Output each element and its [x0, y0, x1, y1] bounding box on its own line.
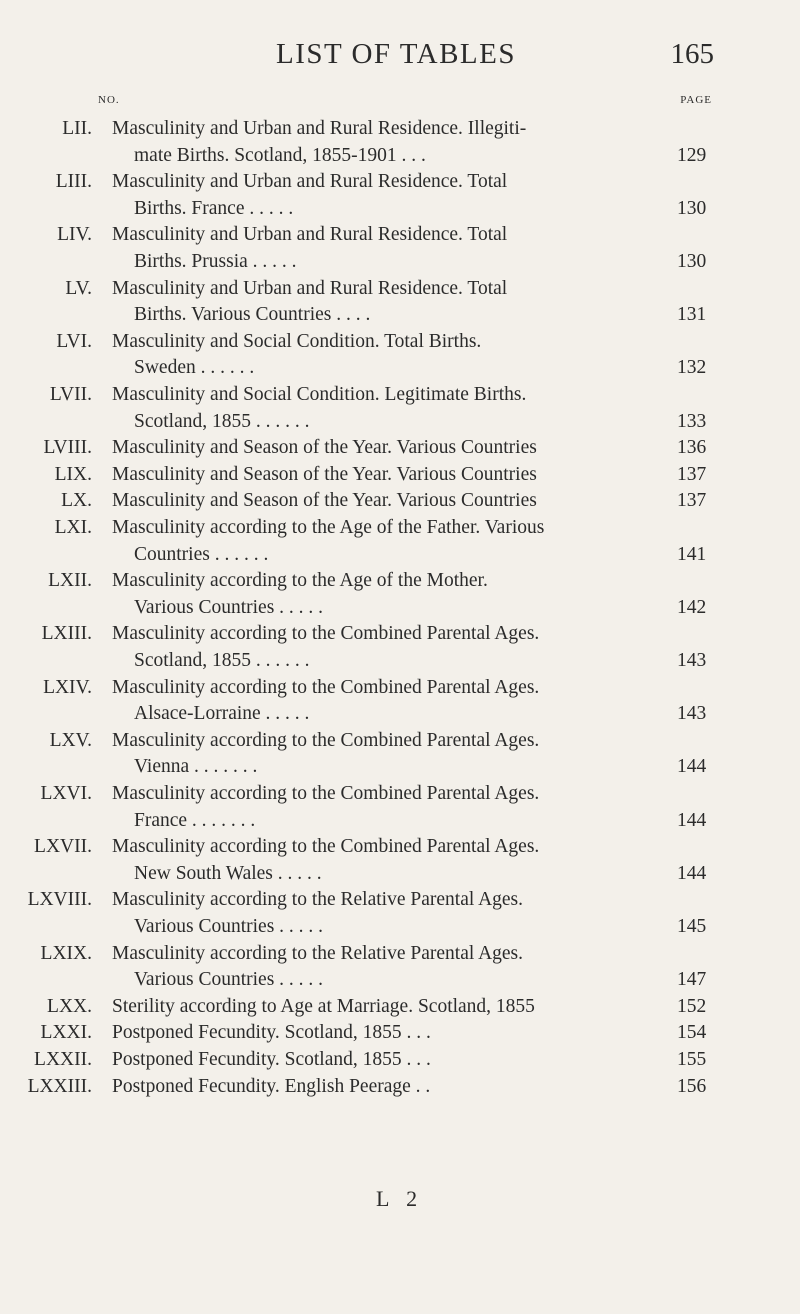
table-entry — [0, 1074, 800, 1101]
table-entry — [0, 276, 800, 329]
table-title — [112, 781, 670, 834]
table-number: LX. — [61, 490, 92, 512]
table-title-line: Masculinity and Social Condition. Legitimate Births. — [112, 384, 527, 405]
table-number: LXII. — [48, 570, 92, 592]
table-entry — [0, 435, 800, 462]
table-title-line: Postponed Fecundity. English Peerage . . — [112, 1075, 431, 1097]
table-entry — [0, 462, 800, 489]
table-page: 154 — [677, 1022, 707, 1044]
table-entry — [0, 728, 800, 781]
table-title-line: Masculinity according to the Age of the Mother. — [112, 570, 488, 592]
table-title-line: Scotland, 1855 . . . . . . — [134, 410, 310, 432]
table-page: 156 — [677, 1075, 707, 1097]
table-title-line: Masculinity according to the Combined Parental Ages. — [112, 729, 540, 751]
table-title-line: Masculinity according to the Combined Parental Ages. — [112, 836, 540, 858]
table-title-line: Scotland, 1855 . . . . . . — [134, 649, 310, 671]
table-number: LXIII. — [41, 623, 92, 645]
table-entry — [0, 169, 800, 222]
table-page: 144 — [677, 862, 707, 884]
table-number: LIX. — [54, 463, 92, 485]
table-page: 143 — [677, 649, 707, 671]
signature-mark: L 2 — [376, 1186, 424, 1211]
table-title — [112, 568, 670, 621]
table-page: 142 — [677, 596, 707, 618]
table-title-line: Alsace-Lorraine . . . . . — [134, 703, 310, 725]
table-entry — [0, 222, 800, 275]
table-number: LXXI. — [40, 1022, 92, 1044]
table-page: 144 — [677, 756, 707, 778]
column-heading-no: NO. — [98, 94, 120, 106]
table-title — [112, 382, 670, 435]
table-title-line: Masculinity and Season of the Year. Various Countries — [112, 463, 537, 485]
table-page: 130 — [677, 250, 707, 272]
table-title — [112, 1020, 670, 1047]
table-title — [112, 1074, 670, 1101]
table-title — [112, 116, 670, 169]
table-number: LXI. — [54, 517, 92, 538]
table-title — [112, 1047, 670, 1074]
table-number: LII. — [62, 118, 92, 139]
table-entry — [0, 1047, 800, 1074]
table-page: 143 — [677, 703, 707, 725]
table-number: LV. — [65, 277, 92, 299]
table-title-line: Sterility according to Age at Marriage. Scotland, 1855 — [112, 995, 535, 1017]
table-entry — [0, 329, 800, 382]
table-title — [112, 462, 670, 489]
table-title — [112, 994, 670, 1021]
table-title — [112, 488, 670, 515]
table-title-line: Masculinity according to the Relative Parental Ages. — [112, 889, 524, 911]
table-page: 133 — [677, 410, 707, 432]
table-number: LXXIII. — [27, 1075, 92, 1097]
table-entry — [0, 621, 800, 674]
table-title-line: Masculinity according to the Combined Parental Ages. — [112, 623, 540, 645]
table-number: LVII. — [49, 384, 92, 405]
table-title-line: Masculinity and Urban and Rural Residence. Total — [112, 224, 508, 246]
table-title-line: Masculinity and Urban and Rural Residence. Total — [112, 171, 508, 193]
table-entry — [0, 834, 800, 887]
table-title — [112, 276, 670, 329]
table-number: LXX. — [47, 995, 92, 1017]
table-page: 131 — [677, 304, 707, 326]
table-title-line: mate Births. Scotland, 1855-1901 . . . — [134, 144, 426, 166]
table-entry — [0, 382, 800, 435]
table-page: 130 — [677, 197, 707, 219]
table-number: LXV. — [49, 729, 92, 751]
table-number: LXIV. — [43, 676, 92, 698]
table-page: 155 — [677, 1049, 707, 1070]
table-page: 136 — [677, 437, 707, 459]
page-header — [96, 38, 714, 78]
table-title-line: Masculinity according to the Relative Parental Ages. — [112, 942, 524, 964]
table-title-line: New South Wales . . . . . — [134, 862, 322, 884]
table-title-line: Postponed Fecundity. Scotland, 1855 . . . — [112, 1022, 431, 1044]
table-number: LVI. — [56, 330, 92, 352]
table-title — [112, 435, 670, 462]
table-title-line: Masculinity according to the Combined Parental Ages. — [112, 676, 540, 698]
table-title-line: Various Countries . . . . . — [134, 915, 324, 937]
table-number: LXVI. — [40, 783, 92, 804]
table-page: 144 — [677, 809, 707, 831]
table-number: LXXII. — [34, 1049, 92, 1070]
table-entry — [0, 675, 800, 728]
table-title-line: Births. France . . . . . — [134, 197, 294, 219]
table-entry — [0, 568, 800, 621]
table-page: 141 — [677, 543, 707, 565]
table-entry — [0, 515, 800, 568]
table-page: 137 — [677, 490, 707, 512]
table-entry — [0, 488, 800, 515]
table-entry — [0, 781, 800, 834]
table-page: 129 — [677, 144, 707, 166]
table-title — [112, 941, 670, 994]
table-title-line: France . . . . . . . — [134, 809, 256, 831]
table-title — [112, 728, 670, 781]
table-title-line: Masculinity and Season of the Year. Various Countries — [112, 490, 537, 512]
table-title-line: Masculinity and Urban and Rural Residence. Illegiti- — [112, 118, 527, 139]
table-title — [112, 621, 670, 674]
table-page: 137 — [677, 463, 707, 485]
table-number: LIV. — [57, 224, 92, 246]
table-entry — [0, 887, 800, 940]
table-title — [112, 675, 670, 728]
table-title-line: Postponed Fecundity. Scotland, 1855 . . . — [112, 1049, 431, 1070]
table-title-line: Masculinity according to the Age of the Father. Various — [112, 517, 545, 538]
table-number: LIII. — [55, 171, 92, 193]
table-entry — [0, 941, 800, 994]
table-title-line: Masculinity and Urban and Rural Residence. Total — [112, 277, 508, 299]
page-number: 165 — [670, 38, 714, 70]
table-number: LXVIII. — [27, 889, 92, 911]
table-title-line: Sweden . . . . . . — [134, 357, 255, 379]
table-number: LVIII. — [43, 437, 92, 459]
table-title-line: Births. Various Countries . . . . — [134, 304, 371, 326]
table-page: 132 — [677, 357, 707, 379]
table-title — [112, 887, 670, 940]
table-page: 145 — [677, 915, 707, 937]
table-number: LXVII. — [34, 836, 92, 858]
table-entry — [0, 1020, 800, 1047]
table-title — [112, 169, 670, 222]
table-title-line: Various Countries . . . . . — [134, 969, 324, 991]
table-title-line: Masculinity and Social Condition. Total Births. — [112, 330, 482, 352]
table-title — [112, 515, 670, 568]
table-number: LXIX. — [40, 942, 92, 964]
table-title-line: Various Countries . . . . . — [134, 596, 324, 618]
table-page: 147 — [677, 969, 707, 991]
table-title-line: Masculinity and Season of the Year. Various Countries — [112, 437, 537, 459]
page-title: LIST OF TABLES — [276, 38, 516, 70]
table-title-line: Vienna . . . . . . . — [134, 756, 258, 778]
table-title-line: Births. Prussia . . . . . — [134, 250, 297, 272]
table-title — [112, 222, 670, 275]
table-page: 152 — [677, 995, 707, 1017]
table-entry — [0, 994, 800, 1021]
table-title — [112, 329, 670, 382]
column-heading-page: PAGE — [680, 94, 712, 106]
table-entry — [0, 116, 800, 169]
table-title-line: Masculinity according to the Combined Parental Ages. — [112, 783, 540, 804]
table-title — [112, 834, 670, 887]
table-title-line: Countries . . . . . . — [134, 543, 269, 565]
